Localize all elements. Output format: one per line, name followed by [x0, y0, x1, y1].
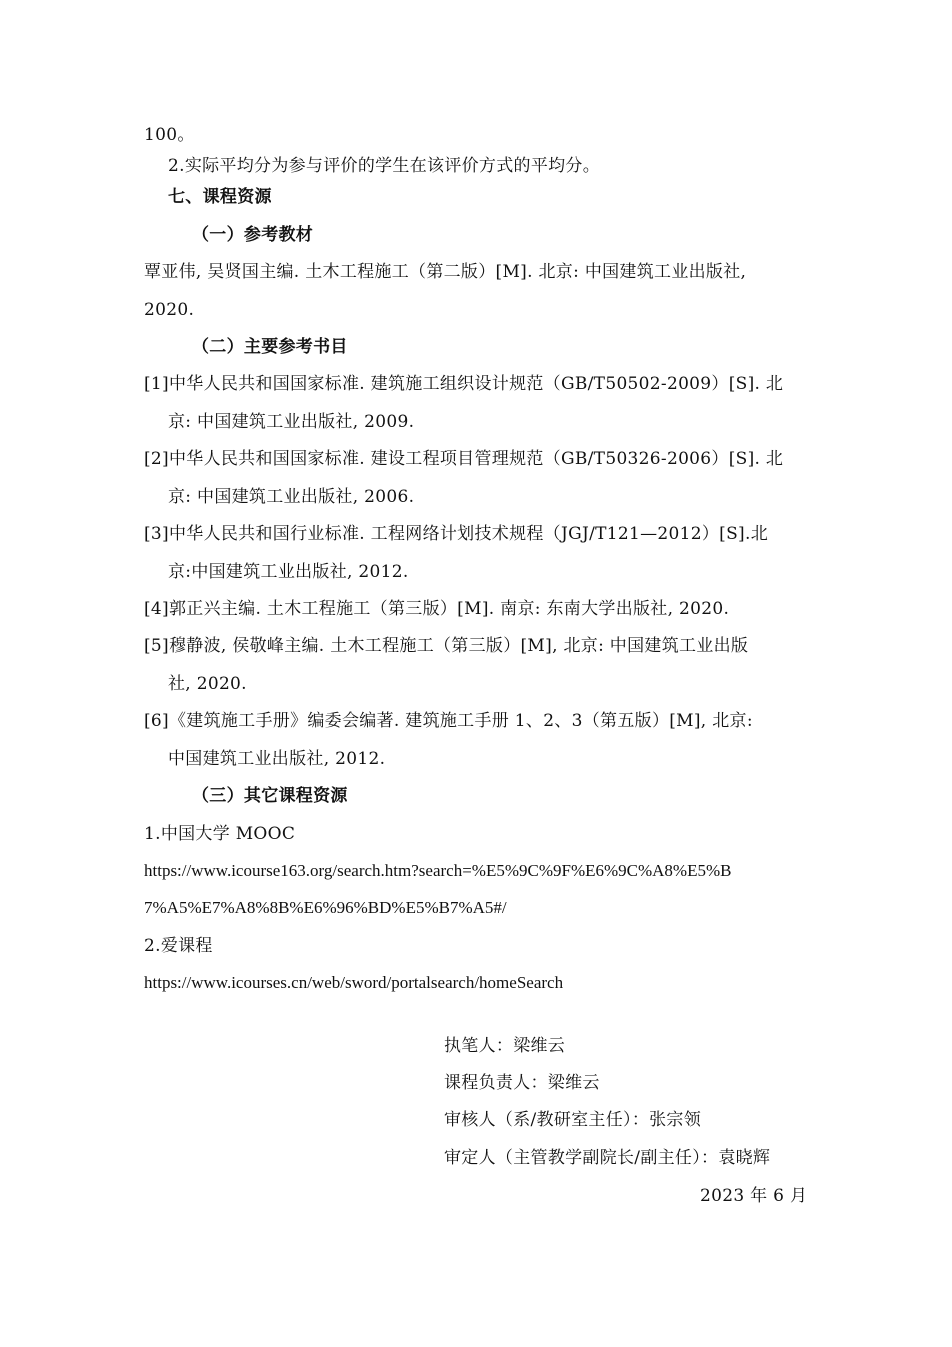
resource-url[interactable]: https://www.icourses.cn/web/sword/portalsearch/homeSearch: [144, 973, 564, 992]
subsection-heading: （三）其它课程资源: [192, 786, 348, 806]
reference-item-cont: 京:中国建筑工业出版社, 2012.: [168, 562, 409, 582]
resource-title: 2.爱课程: [144, 936, 213, 956]
text-line: 100。: [144, 125, 195, 145]
reference-item: [6]《建筑施工手册》编委会编著. 建筑施工手册 1、2、3（第五版）[M], 北京:: [144, 711, 753, 731]
resource-title: 1.中国大学 MOOC: [144, 824, 296, 844]
text-line: 2020.: [144, 300, 195, 320]
text-line: 覃亚伟, 吴贤国主编. 土木工程施工（第二版）[M]. 北京: 中国建筑工业出版社,: [144, 262, 747, 282]
subsection-heading: （一）参考教材: [192, 225, 314, 245]
reference-item: [2]中华人民共和国国家标准. 建设工程项目管理规范（GB/T50326-2006）[S]. 北: [144, 449, 784, 469]
reference-item-cont: 京: 中国建筑工业出版社, 2006.: [168, 487, 415, 507]
signature-reviewer: 审核人（系/教研室主任）：张宗领: [444, 1110, 702, 1130]
document-date: 2023 年 6 月: [700, 1186, 808, 1206]
subsection-heading: （二）主要参考书目: [192, 337, 348, 357]
signature-author: 执笔人：梁维云: [444, 1036, 566, 1056]
text-line: 2.实际平均分为参与评价的学生在该评价方式的平均分。: [168, 156, 601, 176]
signature-approver: 审定人（主管教学副院长/副主任）：袁晓辉: [444, 1148, 771, 1168]
reference-item: [5]穆静波, 侯敬峰主编. 土木工程施工（第三版）[M], 北京: 中国建筑工业出版: [144, 636, 749, 656]
resource-url-cont[interactable]: 7%A5%E7%A8%8B%E6%96%BD%E5%B7%A5#/: [144, 898, 507, 917]
reference-item: [1]中华人民共和国国家标准. 建筑施工组织设计规范（GB/T50502-2009）[S]. 北: [144, 374, 784, 394]
reference-item-cont: 中国建筑工业出版社, 2012.: [168, 749, 386, 769]
reference-item-cont: 京: 中国建筑工业出版社, 2009.: [168, 412, 415, 432]
signature-course-lead: 课程负责人：梁维云: [444, 1073, 600, 1093]
reference-item: [3]中华人民共和国行业标准. 工程网络计划技术规程（JGJ/T121—2012）[S].北: [144, 524, 768, 544]
reference-item-cont: 社, 2020.: [168, 674, 247, 694]
section-heading: 七、课程资源: [168, 187, 272, 207]
reference-item: [4]郭正兴主编. 土木工程施工（第三版）[M]. 南京: 东南大学出版社, 2020.: [144, 599, 730, 619]
resource-url[interactable]: https://www.icourse163.org/search.htm?search=%E5%9C%9F%E6%9C%A8%E5%B: [144, 861, 732, 880]
